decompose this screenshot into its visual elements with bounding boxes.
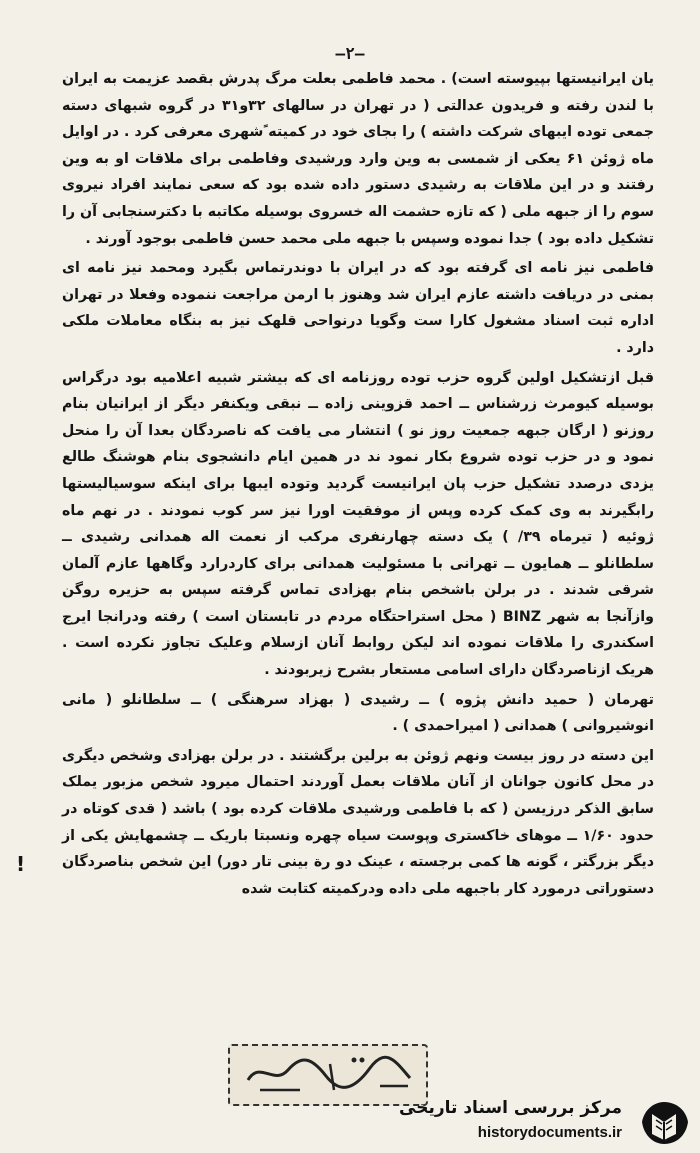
paragraph-4: تهرمان ( حمید دانش پژوه ) ــ رشیدی ( بهزاد سرهنگی ) ــ سلطانلو ( مانی انوشیروانی ) همدانی ( امیراحمدی ) . [62,691,654,735]
paragraph-3: قبل ازتشکیل اولین گروه حزب توده روزنامه ای که بیشتر شبیه اعلامیه بود درگراس بوسیله کیومرث زرشناس ــ احمد قزوینی زاده ــ نبقی ویکنفر دیگر از ایرانیان بنام روزنو ( ارگان جبهه جمعیت روز نو ) انتشار می یافت که ناصردگان بعدا آن را منحل نمود و در حزب توده شروع بکار نمود ند در همین ایام دانشجوی بنام هوشنگ طالع یزدی درصدد تشکیل حزب پان ایرانیست گردید وتوده ایبها برای اینکه سوسیالیستها رابگیرند به وی کمک کرده وپس از موفقیت اورا نیز سر کوب نمودند . در نهم ماه ژوئیه ( تیرماه ۳۹/ ) یک دسته چهارنفری مرکب از نعمت اله همدانی رشیدی ــ سلطانلو ــ همایون ــ تهرانی با مسئولیت همدانی برای کاردرارد وگاهها عازم آلمان شرقی شدند . در برلن باشخص بنام بهزادی تماس گرفته سپس به حزیره روگن وازآنجا به شهر BINZ ( محل استراحتگاه مردم در تابستان است ) رفته ودرانجا ایرج اسکندری را ملاقات نموده اند لیکن روابط آنان ازسلام وعلیک تجاوز نکرده است . هریک ازناصردگان دارای اسامی مستعار بشرح زیربودند . [62,369,654,679]
archive-book-logo-icon [636,1096,692,1148]
paragraph-1: یان ایرانیستها بپیوسته است) . محمد فاطمی بعلت مرگ پدرش بقصد عزیمت به ایران با لندن رفته و فریدون عدالتی ( در تهران در سالهای ۳۲و۳۱ در گروه شبهای دسته جمعی توده ایبهای شرکت داشته ) را بجای خود در کمیته ًشهری معرفی کرد . در اوایل ماه ژوئن ۶۱ یعکی از شمسی به وین وارد ورشیدی وفاطمی برای ملاقات او به وین رفتند و در این ملاقات به رشیدی دستور داده شده بود که سعی نمایند افراد نیروی سوم را از جبهه ملی ( که تازه حشمت اله خسروی بوسیله مکاتبه با دکترسنجابی آن را تشکیل داده بود ) جدا نموده وسپس با جبهه ملی محمد حسن فاطمی بوجود آورند . [62,71,655,247]
paragraph-5: این دسته در روز بیست ونهم ژوئن به برلین برگشتند . در برلن بهزادی وشخص دیگری در محل کانون جوانان از آنان ملاقات بعمل آوردند احتمال میرود شخص مزبور یملک سابق الذکر درزیسن ( که با فاطمی ورشیدی ملاقات کرده بود ) باشد ( قدی کوتاه در حدود ۱/۶۰ ــ موهای خاکستری وپوست سیاه چهره ونسبتا باریک ــ چشمهایش یکی از دیگر بزرگتر ، گونه ها کمی برجسته ، عینک دو رة بینی تار دور) این شخص بناصردگان دستوراتی درمورد کار باجبهه ملی داده ودرکمیته کتابت شده [62,747,654,897]
document-body [62,66,654,902]
stamp-scribble-icon [230,1046,426,1104]
paragraph-2: فاطمی نیز نامه ای گرفته بود که در ایران با دوندرتماس بگیرد ومحمد نیز نامه ای بمنی در دریافت داشته عازم ایران شد وهنوز با ارمن مراجعت ننموده وفعلا در تهران اداره ثبت اسناد مشغول کارا ست وگویا درنواحی قلهک نیز به بنگاه معاملات ملکی دارد . [62,260,654,356]
margin-mark: ! [16,852,26,876]
page-number: —۲— [335,44,365,63]
handwritten-stamp [228,1044,428,1106]
archive-title: مرکز بررسی اسناد تاریخی [399,1098,622,1118]
archive-watermark [399,1094,694,1150]
archive-url: historydocuments.ir [477,1124,622,1141]
